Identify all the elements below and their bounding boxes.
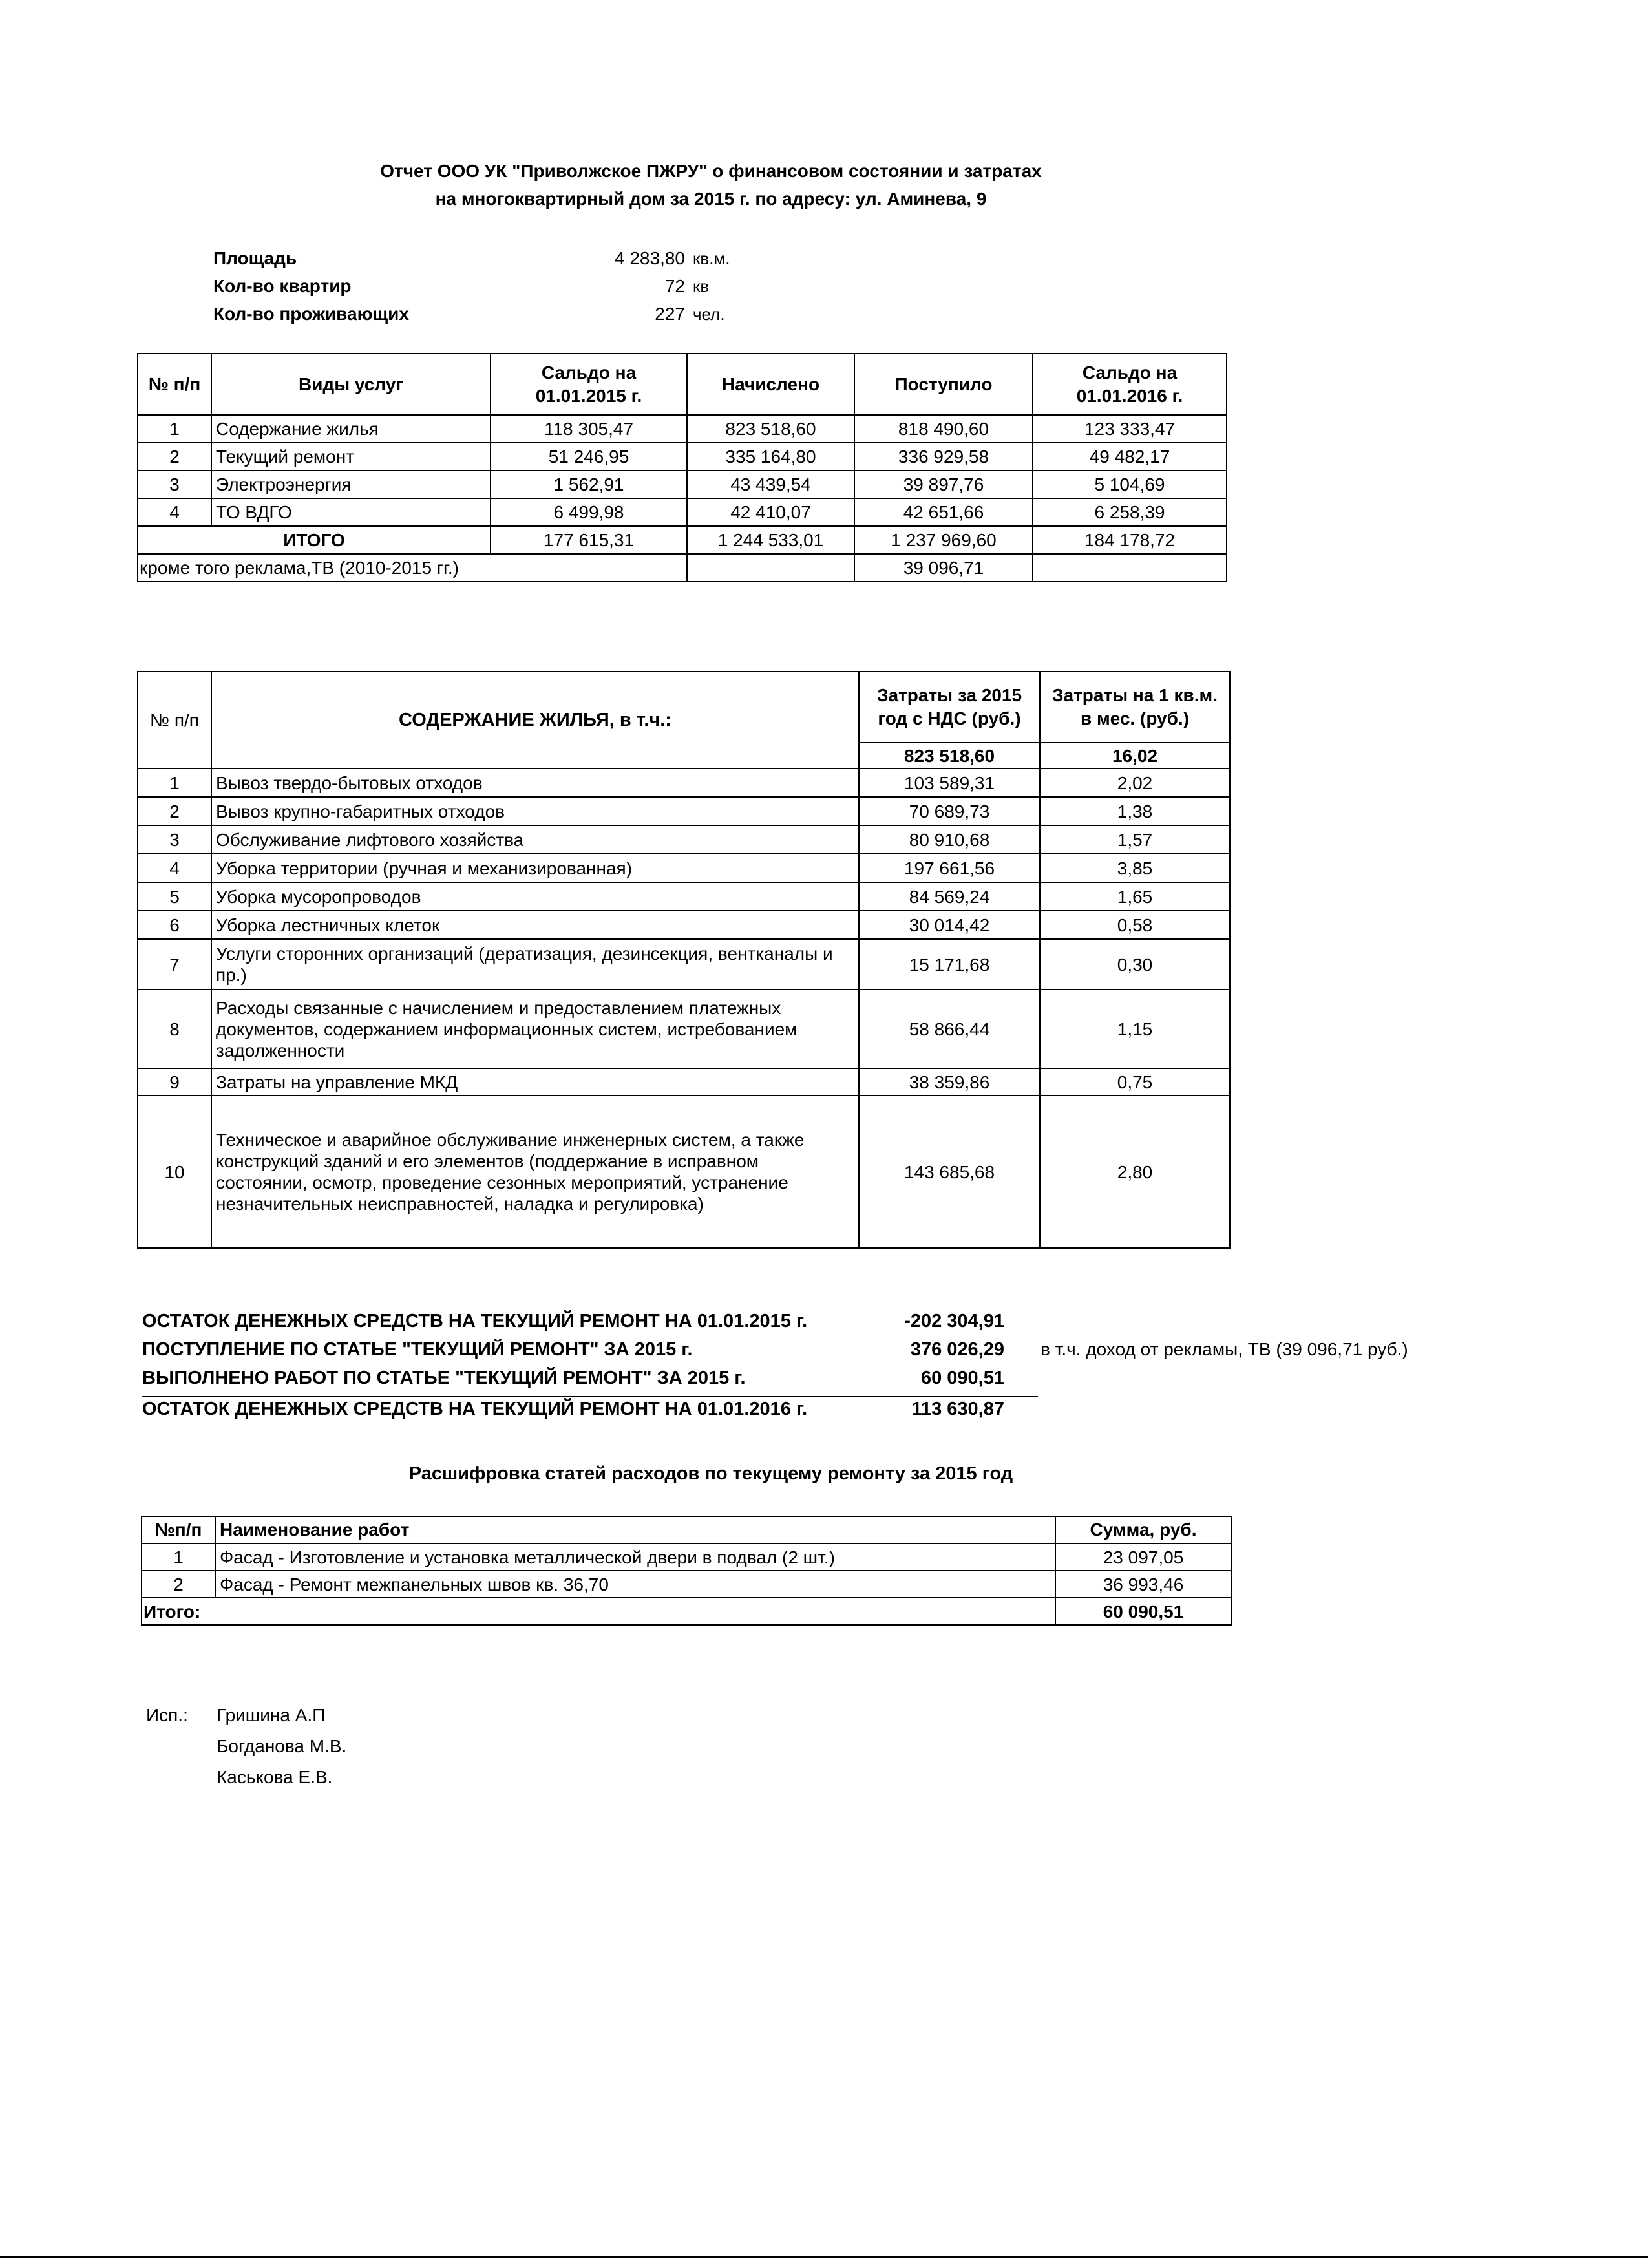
row-number: 4: [138, 854, 211, 882]
work-name: Фасад - Ремонт межпанельных швов кв. 36,70: [215, 1571, 1055, 1598]
service-name: Содержание жилья: [211, 415, 491, 443]
info-unit-area: кв.м.: [693, 249, 730, 268]
service-name: ТО ВДГО: [211, 498, 491, 526]
row-number: 10: [138, 1096, 211, 1248]
annual-cost: 197 661,56: [859, 854, 1040, 882]
table-row: [138, 471, 1227, 498]
extra-empty-cell: [1033, 554, 1227, 582]
table-row: [138, 797, 1230, 825]
per-m2-cost: 0,30: [1040, 939, 1230, 990]
annual-cost: 143 685,68: [859, 1096, 1040, 1248]
col-header-amount: Сумма, руб.: [1055, 1516, 1231, 1543]
info-unit-residents: чел.: [693, 304, 725, 324]
maintenance-header-row: [138, 672, 1230, 743]
annual-cost: 80 910,68: [859, 825, 1040, 854]
annual-cost: 30 014,42: [859, 911, 1040, 939]
info-value-residents: 227: [655, 304, 685, 324]
table-row: [138, 1096, 1230, 1248]
table-row: [138, 443, 1227, 471]
services-total-row: [138, 526, 1227, 554]
repair-total-label: Итого:: [142, 1598, 1055, 1625]
row-number: 3: [138, 471, 211, 498]
summary-label-income: ПОСТУПЛЕНИЕ ПО СТАТЬЕ "ТЕКУЩИЙ РЕМОНТ" ЗА 2015 г.: [142, 1339, 693, 1360]
row-number: 1: [138, 415, 211, 443]
table-row: [138, 911, 1230, 939]
row-number: 5: [138, 882, 211, 911]
summary-label-opening-balance: ОСТАТОК ДЕНЕЖНЫХ СРЕДСТВ НА ТЕКУЩИЙ РЕМОНТ НА 01.01.2015 г.: [142, 1311, 808, 1331]
col-header-charged: Начислено: [687, 354, 854, 415]
table-row: [138, 854, 1230, 882]
row-number: 4: [138, 498, 211, 526]
signatures-label: Исп.:: [146, 1705, 188, 1725]
expense-name: Расходы связанные с начислением и предоставлением платежных документов, содержанием информационных систем, истребованием задолженности: [211, 990, 859, 1068]
per-m2-cost: 0,58: [1040, 911, 1230, 939]
col-header-number: №п/п: [142, 1516, 215, 1543]
table-row: [142, 1543, 1231, 1571]
expense-name: Техническое и аварийное обслуживание инженерных систем, а также конструкций зданий и его элементов (поддержание в исправном состоянии, осмотр, проведение сезонных мероприятий, устранение незначительных неисправностей, наладка и регулировка): [211, 1096, 859, 1248]
received: 818 490,60: [854, 415, 1033, 443]
work-amount: 23 097,05: [1055, 1543, 1231, 1571]
expense-name: Вывоз крупно-габаритных отходов: [211, 797, 859, 825]
row-number: 2: [142, 1571, 215, 1598]
col-header-work-name: Наименование работ: [215, 1516, 1055, 1543]
work-amount: 36 993,46: [1055, 1571, 1231, 1598]
services-extra-row: [138, 554, 1227, 582]
row-number: 1: [138, 768, 211, 797]
charged: 823 518,60: [687, 415, 854, 443]
info-value-apartments: 72: [664, 276, 685, 296]
col-header-annual-cost: Затраты за 2015 год с НДС (руб.): [859, 672, 1040, 743]
summary-label-work-done: ВЫПОЛНЕНО РАБОТ ПО СТАТЬЕ "ТЕКУЩИЙ РЕМОНТ" ЗА 2015 г.: [142, 1368, 746, 1388]
table-row: [142, 1571, 1231, 1598]
expense-name: Уборка лестничных клеток: [211, 911, 859, 939]
repair-header-row: [142, 1516, 1231, 1543]
table-row: [138, 882, 1230, 911]
repair-breakdown-table: [141, 1516, 1232, 1626]
info-label-area: Площадь: [213, 248, 297, 268]
saldo-end: 123 333,47: [1033, 415, 1227, 443]
summary-value-income: 376 026,29: [910, 1339, 1004, 1360]
row-number: 2: [138, 797, 211, 825]
extra-received: 39 096,71: [854, 554, 1033, 582]
summary-note: в т.ч. доход от рекламы, ТВ (39 096,71 руб.): [1041, 1339, 1408, 1359]
per-m2-cost: 0,75: [1040, 1068, 1230, 1096]
expense-name: Обслуживание лифтового хозяйства: [211, 825, 859, 854]
saldo-end: 6 258,39: [1033, 498, 1227, 526]
saldo-start: 6 499,98: [491, 498, 687, 526]
total-charged: 1 244 533,01: [687, 526, 854, 554]
col-header-number: № п/п: [138, 354, 211, 415]
service-name: Текущий ремонт: [211, 443, 491, 471]
total-received: 1 237 969,60: [854, 526, 1033, 554]
col-header-number: № п/п: [138, 672, 211, 768]
saldo-start: 118 305,47: [491, 415, 687, 443]
total-saldo-start: 177 615,31: [491, 526, 687, 554]
services-table: [137, 353, 1227, 582]
extra-label: кроме того реклама,ТВ (2010-2015 гг.): [138, 554, 687, 582]
per-m2-cost: 2,80: [1040, 1096, 1230, 1248]
col-header-saldo-start: Сальдо на 01.01.2015 г.: [491, 354, 687, 415]
col-header-per-m2: Затраты на 1 кв.м. в мес. (руб.): [1040, 672, 1230, 743]
repair-total-row: [142, 1598, 1231, 1625]
saldo-end: 5 104,69: [1033, 471, 1227, 498]
table-row: [138, 990, 1230, 1068]
service-name: Электроэнергия: [211, 471, 491, 498]
received: 39 897,76: [854, 471, 1033, 498]
signature-name: Гришина А.П: [217, 1705, 326, 1725]
saldo-end: 49 482,17: [1033, 443, 1227, 471]
row-number: 8: [138, 990, 211, 1068]
received: 336 929,58: [854, 443, 1033, 471]
table-row: [138, 939, 1230, 990]
col-header-category: СОДЕРЖАНИЕ ЖИЛЬЯ, в т.ч.:: [211, 672, 859, 768]
total-saldo-end: 184 178,72: [1033, 526, 1227, 554]
expense-name: Уборка территории (ручная и механизированная): [211, 854, 859, 882]
signature-name: Каськова Е.В.: [217, 1767, 333, 1787]
info-label-residents: Кол-во проживающих: [213, 304, 409, 324]
col-header-received: Поступило: [854, 354, 1033, 415]
per-m2-cost: 2,02: [1040, 768, 1230, 797]
table-row: [138, 768, 1230, 797]
table-row: [138, 825, 1230, 854]
received: 42 651,66: [854, 498, 1033, 526]
col-header-service: Виды услуг: [211, 354, 491, 415]
extra-empty-cell: [687, 554, 854, 582]
work-name: Фасад - Изготовление и установка металлической двери в подвал (2 шт.): [215, 1543, 1055, 1571]
summary-value-opening-balance: -202 304,91: [904, 1311, 1004, 1331]
table-row: [138, 1068, 1230, 1096]
annual-cost: 38 359,86: [859, 1068, 1040, 1096]
row-number: 1: [142, 1543, 215, 1571]
report-title-line1: Отчет ООО УК "Приволжское ПЖРУ" о финансовом состоянии и затратах: [380, 161, 1042, 181]
annual-cost: 58 866,44: [859, 990, 1040, 1068]
info-label-apartments: Кол-во квартир: [213, 276, 352, 296]
annual-cost: 84 569,24: [859, 882, 1040, 911]
table-row: [138, 498, 1227, 526]
per-m2-cost: 1,57: [1040, 825, 1230, 854]
info-unit-apartments: кв: [693, 277, 710, 296]
col-header-saldo-end: Сальдо на 01.01.2016 г.: [1033, 354, 1227, 415]
charged: 42 410,07: [687, 498, 854, 526]
total-label: ИТОГО: [138, 526, 491, 554]
repair-breakdown-title: Расшифровка статей расходов по текущему ремонту за 2015 год: [408, 1463, 1013, 1484]
row-number: 7: [138, 939, 211, 990]
row-number: 6: [138, 911, 211, 939]
row-number: 9: [138, 1068, 211, 1096]
charged: 335 164,80: [687, 443, 854, 471]
info-value-area: 4 283,80: [615, 248, 685, 268]
annual-cost: 15 171,68: [859, 939, 1040, 990]
per-m2-cost: 1,15: [1040, 990, 1230, 1068]
per-m2-cost: 1,38: [1040, 797, 1230, 825]
table-row: [138, 415, 1227, 443]
summary-value-work-done: 60 090,51: [920, 1368, 1004, 1388]
row-number: 2: [138, 443, 211, 471]
saldo-start: 1 562,91: [491, 471, 687, 498]
row-number: 3: [138, 825, 211, 854]
maintenance-table: [137, 671, 1231, 1249]
total-annual-cost: 823 518,60: [859, 743, 1040, 768]
per-m2-cost: 3,85: [1040, 854, 1230, 882]
repair-total-value: 60 090,51: [1055, 1598, 1231, 1625]
annual-cost: 70 689,73: [859, 797, 1040, 825]
saldo-start: 51 246,95: [491, 443, 687, 471]
charged: 43 439,54: [687, 471, 854, 498]
scan-bottom-edge: [0, 2256, 1648, 2258]
expense-name: Услуги сторонних организаций (дератизация, дезинсекция, вентканалы и пр.): [211, 939, 859, 990]
expense-name: Уборка мусоропроводов: [211, 882, 859, 911]
summary-label-closing-balance: ОСТАТОК ДЕНЕЖНЫХ СРЕДСТВ НА ТЕКУЩИЙ РЕМОНТ НА 01.01.2016 г.: [142, 1399, 808, 1419]
per-m2-cost: 1,65: [1040, 882, 1230, 911]
summary-value-closing-balance: 113 630,87: [911, 1399, 1004, 1419]
report-title-line2: на многоквартирный дом за 2015 г. по адресу: ул. Аминева, 9: [435, 189, 987, 209]
total-per-m2: 16,02: [1040, 743, 1230, 768]
signature-name: Богданова М.В.: [217, 1736, 347, 1756]
services-header-row: [138, 354, 1227, 415]
annual-cost: 103 589,31: [859, 768, 1040, 797]
expense-name: Затраты на управление МКД: [211, 1068, 859, 1096]
expense-name: Вывоз твердо-бытовых отходов: [211, 768, 859, 797]
